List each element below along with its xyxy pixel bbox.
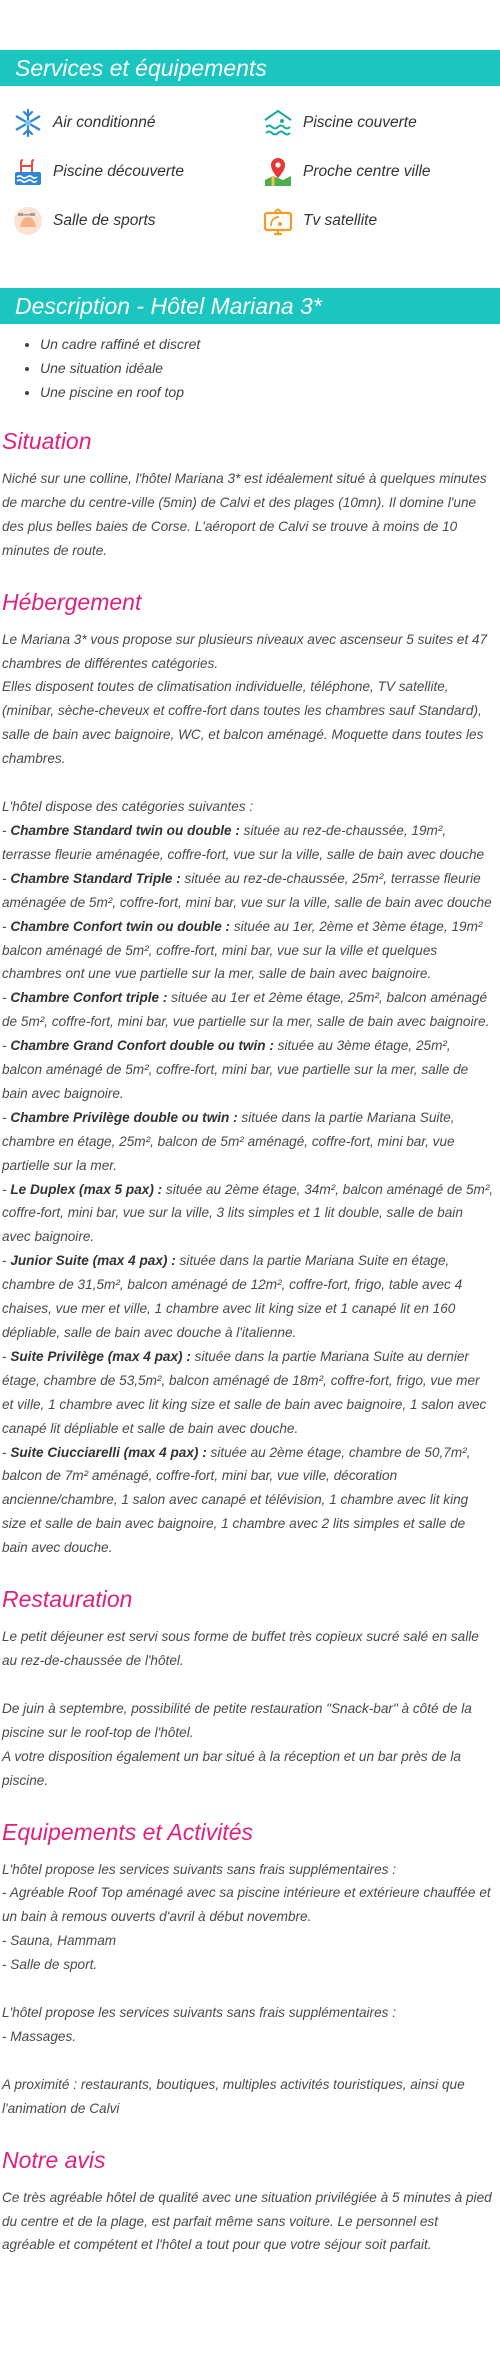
room-category: - Chambre Grand Confort double ou twin : située au 3ème étage, 25m², balcon aménagé de 5m², coffre-fort, mini bar, vue partielle sur la mer, salle de bain avec baignoire. (2, 1038, 469, 1101)
outdoor-pool-icon (12, 156, 44, 188)
service-gym (12, 204, 262, 237)
highlights-list (0, 332, 500, 404)
map-pin-icon (262, 156, 294, 188)
avis-text: Ce très agréable hôtel de qualité avec une situation privilégiée à 5 minutes à pied du centre et de la plage, est parfait même sans voiture. Le personnel est agréable et compétent et l'hôtel a tout pour que votre séjour soit parfait. (2, 2189, 492, 2253)
service-outdoor-pool (12, 155, 262, 188)
room-category: - Chambre Standard twin ou double : située au rez-de-chaussée, 19m², terrasse fleurie aménagée, coffre-fort, vue sur la ville, salle de bain avec douche (2, 822, 485, 862)
room-category: - Suite Ciucciarelli (max 4 pax) : située au 2ème étage, chambre de 50,7m², balcon de 7m² aménagé, coffre-fort, mini bar, vue ville, décoration ancienne/chambre, 1 salon avec canapé et télévision, 1 chambre avec lit king size et salle de bain avec baignoire, 1 chambre avec 2 lits simples et salle de bain avec douche. (2, 1444, 471, 1556)
service-label: Air conditionné (53, 113, 156, 131)
restauration-title: Restauration (2, 1586, 133, 1613)
indoor-pool-icon (262, 107, 294, 139)
avis-title: Notre avis (2, 2146, 106, 2173)
service-label: Salle de sports (53, 211, 156, 229)
restauration-text: Le petit déjeuner est servi sous forme de buffet très copieux sucré salé en salle au rez-de-chaussée de l'hôtel. De juin à septembre, possibilité de petite restauration "Snack-bar" à côté de la piscine sur le roof-top de l'hôtel. A votre disposition également un bar situé à la réception et un bar près de la piscine. (2, 1629, 479, 1788)
service-label: Piscine couverte (303, 113, 417, 131)
equipements-text: L'hôtel propose les services suivants sans frais supplémentaires : - Agréable Roof Top aménagé avec sa piscine intérieure et extérieure chauffée et un bain à remous ouverts d'avril à début novembre. - Sauna, Hammam - Salle de sport. L'hôtel propose les services suivants sans frais supplémentaires : - Massages. A proximité : restaurants, boutiques, multiples activités touristiques, ainsi que l'animation de Calvi (2, 1861, 491, 2116)
services-header: Services et équipements (0, 50, 500, 86)
room-category: - Chambre Standard Triple : située au rez-de-chaussée, 25m², terrasse fleurie aménagée de 5m², coffre-fort, mini bar, vue sur la ville, salle de bain avec douche (2, 870, 492, 910)
categories-intro: L'hôtel dispose des catégories suivantes : (2, 799, 254, 815)
equipements-title: Equipements et Activités (2, 1818, 253, 1845)
service-city-center (262, 155, 500, 188)
description-header: Description - Hôtel Mariana 3* (0, 288, 500, 324)
service-air-conditioning (12, 106, 262, 139)
snowflake-icon (12, 107, 44, 139)
hebergement-intro: Le Mariana 3* vous propose sur plusieurs niveaux avec ascenseur 5 suites et 47 chambres de différentes catégories. (2, 631, 488, 671)
service-satellite-tv (262, 204, 500, 237)
room-category: - Suite Privilège (max 4 pax) : située dans la partie Mariana Suite au dernier étage, chambre de 53,5m², balcon aménagé de 18m², coffre-fort, frigo, vue mer et ville, 1 chambre avec lit king size et salle de bain avec baignoire, 1 salon avec canapé lit dépliable et salle de bain avec douche. (2, 1348, 487, 1436)
room-category: - Chambre Privilège double ou twin : située dans la partie Mariana Suite, chambre en étage, 25m², balcon de 5m² aménagé, coffre-fort, mini bar, vue partielle sur la mer. (2, 1109, 455, 1173)
gym-icon (12, 205, 44, 237)
room-category: - Le Duplex (max 5 pax) : située au 2ème étage, 34m², balcon aménagé de 5m², coffre-fort, mini bar, vue sur la ville, 3 lits simples et 1 lit double, salle de bain avec baignoire. (2, 1181, 494, 1245)
room-category: - Chambre Confort twin ou double : située au 1er, 2ème et 3ème étage, 19m² balcon aménagé de 5m², coffre-fort, mini bar, vue sur la ville et quelques chambres ont une vue partielle sur la mer, salle de bain avec baignoire. (2, 918, 483, 982)
situation-title: Situation (2, 428, 92, 454)
hebergement-title: Hébergement (2, 588, 142, 615)
situation-text: Niché sur une colline, l'hôtel Mariana 3* est idéalement situé à quelques minutes de marche du centre-ville (5min) de Calvi et des plages (10mn). Il domine l'une des plus belles baies de Corse. L'aéroport de Calvi se trouve à moins de 10 minutes de route. (2, 471, 487, 558)
service-indoor-pool (262, 106, 500, 139)
service-label: Piscine découverte (53, 162, 184, 180)
hebergement-amenities: Elles disposent toutes de climatisation individuelle, téléphone, TV satellite, (minibar, sèche-cheveux et coffre-fort dans toutes les chambres sauf Standard), salle de bain avec baignoire, WC, et balcon aménagé. Moquette dans toutes les chambres. (2, 679, 484, 767)
service-label: Proche centre ville (303, 162, 431, 180)
highlight-item: • Un cadre raffiné et discret (40, 332, 500, 356)
highlight-item: • Une piscine en roof top (40, 380, 500, 404)
services-grid (0, 86, 500, 246)
service-label: Tv satellite (303, 211, 378, 229)
satellite-tv-icon (262, 205, 294, 237)
hebergement-text (0, 628, 500, 1560)
room-category: - Chambre Confort triple : située au 1er et 2ème étage, 25m², balcon aménagé de 5m², coffre-fort, mini bar, vue partielle sur la mer, salle de bain avec baignoire. (2, 990, 490, 1030)
highlight-item: • Une situation idéale (40, 356, 500, 380)
room-category: - Junior Suite (max 4 pax) : située dans la partie Mariana Suite en étage, chambre de 31,5m², balcon aménagé de 12m², coffre-fort, frigo, table avec 4 chaises, vue mer et ville, 1 chambre avec lit king size et 1 canapé lit en 160 dépliable, salle de bain avec douche à l'italienne. (2, 1253, 463, 1340)
